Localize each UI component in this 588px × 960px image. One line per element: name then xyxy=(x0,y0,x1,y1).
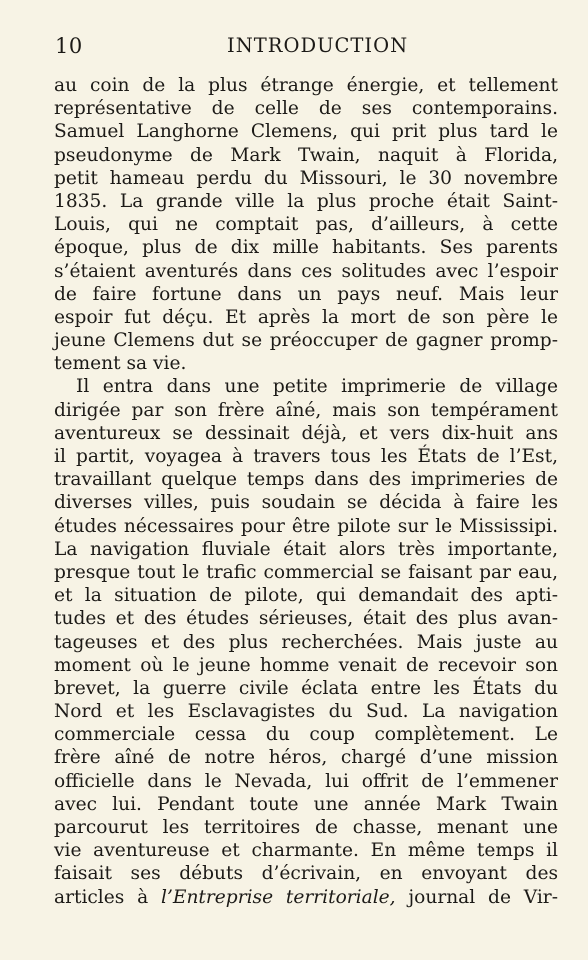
text-line: aventureux se dessinait déjà, et vers dix-huit ans xyxy=(54,422,558,444)
text-segment: articles à xyxy=(54,886,162,908)
text-line: commerciale cessa du coup complètement. Le xyxy=(54,724,558,746)
text-line: études nécessaires pour être pilote sur le Mississipi. xyxy=(54,515,558,537)
text-line: au coin de la plus étrange énergie, et tellement xyxy=(54,75,558,96)
text-line: et la situation de pilote, qui demandait des apti- xyxy=(54,585,558,607)
text-line: Louis, qui ne comptait pas, d’ailleurs, à cette xyxy=(54,214,558,236)
text-line: moment où le jeune homme venait de recevoir son xyxy=(54,654,558,676)
running-head: INTRODUCTION xyxy=(227,34,409,57)
text-line: tudes et des études sérieuses, était des plus avan- xyxy=(54,608,558,630)
text-line: espoir fut déçu. Et après la mort de son père le xyxy=(54,306,558,328)
text-line: tageuses et des plus recherchées. Mais juste au xyxy=(54,631,558,653)
text-line: petit hameau perdu du Missouri, le 30 novembre xyxy=(54,167,558,189)
text-line: brevet, la guerre civile éclata entre les États du xyxy=(54,677,558,699)
text-line: avec lui. Pendant toute une année Mark Twain xyxy=(54,793,558,815)
text-segment: journal de Vir- xyxy=(395,886,558,908)
page-header xyxy=(55,34,555,64)
text-line: s’étaient aventurés dans ces solitudes avec l’espoir xyxy=(54,260,558,282)
text-line: Nord et les Esclavagistes du Sud. La navigation xyxy=(54,701,558,723)
text-line: pseudonyme de Mark Twain, naquit à Florida, xyxy=(54,144,558,166)
text-line: frère aîné de notre héros, chargé d’une mission xyxy=(54,747,558,769)
text-line: travaillant quelque temps dans des imprimeries de xyxy=(54,469,558,491)
text-line: faisait ses débuts d’écrivain, en envoyant des xyxy=(54,863,558,885)
text-line: parcourut les territoires de chasse, menant une xyxy=(54,817,558,838)
text-line: tement sa vie. xyxy=(54,353,187,375)
text-line xyxy=(54,886,558,909)
body-text xyxy=(54,74,558,909)
text-line: officielle dans le Nevada, lui offrit de l’emmener xyxy=(54,770,558,792)
text-line: vie aventureuse et charmante. En même temps il xyxy=(54,840,558,862)
page-number: 10 xyxy=(55,34,83,58)
text-line: diverses villes, puis soudain se décida à faire les xyxy=(54,492,558,514)
text-line: presque tout le trafic commercial se faisant par eau, xyxy=(54,561,558,583)
text-line: il partit, voyagea à travers tous les États de l’Est, xyxy=(54,446,558,467)
text-line: jeune Clemens dut se préoccuper de gagner promp- xyxy=(54,330,558,352)
text-line: Il entra dans une petite imprimerie de village xyxy=(76,376,558,398)
text-line: Samuel Langhorne Clemens, qui prit plus tard le xyxy=(54,121,558,143)
text-line: représentative de celle de ses contemporains. xyxy=(54,98,558,120)
text-line: époque, plus de dix mille habitants. Ses parents xyxy=(54,237,558,259)
text-line: de faire fortune dans un pays neuf. Mais leur xyxy=(54,283,558,305)
text-line: La navigation fluviale était alors très importante, xyxy=(54,538,558,560)
italic-title: l’Entreprise territoriale, xyxy=(161,886,396,908)
text-line: dirigée par son frère aîné, mais son tempérament xyxy=(54,399,558,421)
text-line: 1835. La grande ville la plus proche était Saint- xyxy=(54,190,558,212)
